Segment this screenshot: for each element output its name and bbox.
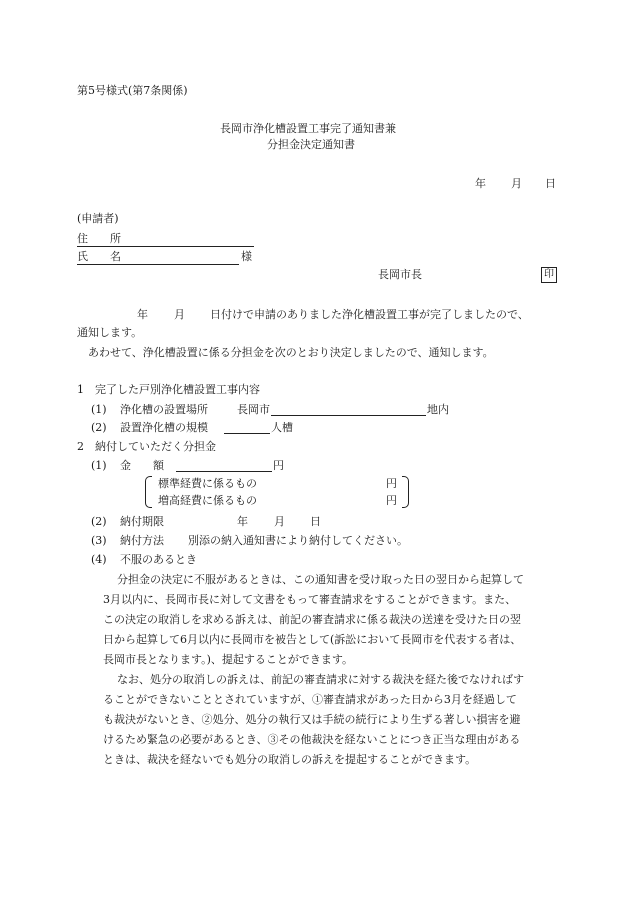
- item2-suffix: 人槽: [271, 421, 293, 434]
- deadline-num: (2): [91, 515, 107, 528]
- breakdown-bracket-right: [402, 476, 409, 508]
- amount-num: (1): [91, 459, 107, 472]
- item1-label: 浄化槽の設置場所: [120, 403, 208, 416]
- date-month: 月: [511, 177, 522, 190]
- location-field: [271, 403, 426, 416]
- deadline-label: 納付期限: [120, 515, 164, 528]
- capacity-field: [224, 421, 270, 434]
- method-text: 別添の納入通知書により納付してください。: [188, 534, 408, 547]
- honorific: 様: [241, 250, 252, 263]
- appeal-p1-line1: 分担金の決定に不服があるときは、この通知書を受け取った日の翌日から起算して: [117, 573, 524, 586]
- address-field: [77, 232, 254, 247]
- issuer-name: 長岡市長: [378, 268, 422, 281]
- breakdown-bracket-left: [145, 476, 152, 508]
- deadline-month: 月: [274, 515, 285, 528]
- amount-label: 金 額: [120, 459, 164, 472]
- appeal-p1-line2: 3月以内に、長岡市長に対して文書をもって審査請求をすることができます。また、: [103, 593, 517, 606]
- intro-line3: あわせて、浄化槽設置に係る分担金を次のとおり決定しましたので、通知します。: [88, 346, 494, 359]
- intro-line2: 通知します。: [77, 326, 143, 339]
- appeal-p2-line1: なお、処分の取消しの訴えは、前記の審査請求に対する裁決を経た後でなければす: [117, 673, 524, 686]
- section2-heading: 2 納付していただく分担金: [77, 440, 216, 453]
- appeal-p2-line2: ることができないこととされていますが、①審査請求があった日から3月を経過して: [103, 693, 517, 706]
- title-line2: 分担金決定通知書: [267, 138, 355, 151]
- item1-prefix: 長岡市: [237, 403, 270, 416]
- applicant-heading: (申請者): [77, 212, 119, 225]
- deadline-day: 日: [310, 515, 321, 528]
- deadline-year: 年: [237, 515, 248, 528]
- appeal-p1-line5: 長岡市長となります。)、提起することができます。: [103, 653, 354, 666]
- date-day: 日: [545, 177, 556, 190]
- appeal-p2-line3: も裁決がないとき、②処分、処分の執行又は手続の続行により生ずる著しい損害を避: [103, 713, 521, 726]
- address-label: 住 所: [77, 232, 121, 245]
- intro-line1: 日付けで申請のありました浄化槽設置工事が完了しましたので、: [210, 308, 529, 321]
- appeal-p2-line5: ときは、裁決を経ないでも処分の取消しの訴えを提起することができます。: [103, 753, 477, 766]
- breakdown-extra-unit: 円: [386, 494, 397, 507]
- method-label: 納付方法: [120, 534, 164, 547]
- seal-box: 印: [541, 267, 557, 283]
- breakdown-standard-unit: 円: [386, 477, 397, 490]
- method-num: (3): [91, 534, 107, 547]
- appeal-label: 不服のあるとき: [120, 553, 197, 566]
- item2-num: (2): [91, 421, 107, 434]
- appeal-p1-line4: 日から起算して6月以内に長岡市を被告として(訴訟において長岡市を代表する者は、: [103, 633, 522, 646]
- intro-year: 年: [137, 308, 148, 321]
- form-number: 第5号様式(第7条関係): [77, 84, 188, 97]
- name-label: 氏 名: [77, 250, 121, 263]
- amount-field: [176, 459, 272, 472]
- appeal-p1-line3: この決定の取消しを求める訴えは、前記の審査請求に係る裁決の送達を受けた日の翌: [103, 613, 521, 626]
- item1-suffix: 地内: [427, 403, 449, 416]
- breakdown-extra-label: 増高経費に係るもの: [158, 494, 257, 507]
- appeal-p2-line4: けるため緊急の必要があるとき、③その他裁決を経ないことにつき正当な理由がある: [103, 733, 521, 746]
- item1-num: (1): [91, 403, 107, 416]
- amount-unit: 円: [273, 459, 284, 472]
- appeal-num: (4): [91, 553, 107, 566]
- item2-label: 設置浄化槽の規模: [120, 421, 208, 434]
- intro-month: 月: [174, 308, 185, 321]
- date-year: 年: [475, 177, 486, 190]
- section1-heading: 1 完了した戸別浄化槽設置工事内容: [77, 383, 260, 396]
- name-field: [77, 250, 239, 265]
- title-line1: 長岡市浄化槽設置工事完了通知書兼: [220, 122, 396, 135]
- breakdown-standard-label: 標準経費に係るもの: [158, 477, 257, 490]
